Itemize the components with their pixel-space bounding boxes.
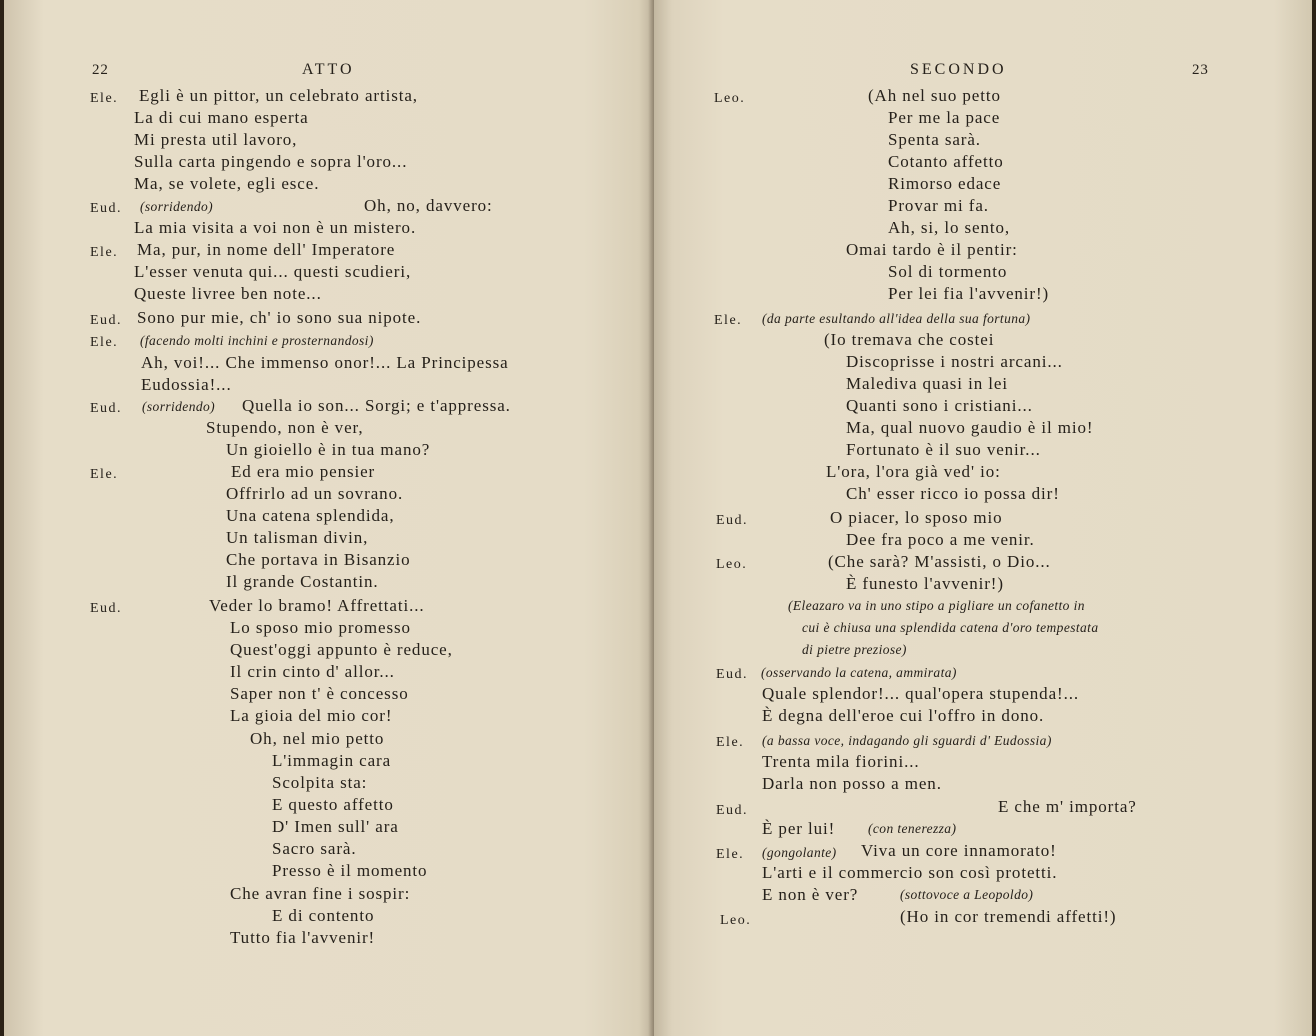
verse-line: Dee fra poco a me venir. [846,530,1035,549]
verse-line: Trenta mila fiorini... [762,752,920,771]
stage-direction: (a bassa voce, indagando gli sguardi d' Eudossia) [762,733,1052,748]
verse-line: Veder lo bramo! Affrettati... [209,596,425,615]
verse-line: Spenta sarà. [888,130,981,149]
speaker-label: Leo. [716,557,748,572]
speaker-label: Eud. [716,667,749,682]
verse-line: (Ho in cor tremendi affetti!) [900,907,1117,926]
verse-line: (Ah nel suo petto [868,86,1001,105]
stage-direction: (con tenerezza) [868,821,957,836]
page-number: 23 [1192,62,1209,78]
stage-direction: (sorridendo) [140,199,214,214]
verse-line: Un talisman divin, [226,528,369,547]
verse-line: Ah, si, lo sento, [888,218,1011,237]
verse-line: Mi presta util lavoro, [134,130,298,149]
verse-line: L'arti e il commercio son così protetti. [762,863,1058,882]
verse-line: Sol di tormento [888,262,1008,281]
speaker-label: Ele. [716,847,745,862]
verse-line: Offrirlo ad un sovrano. [226,484,404,503]
verse-line: L'ora, l'ora già ved' io: [826,462,1001,481]
speaker-label: Ele. [90,245,119,260]
verse-line: (Io tremava che costei [824,330,995,349]
stage-direction: cui è chiusa una splendida catena d'oro tempestata [802,620,1099,635]
verse-line: Egli è un pittor, un celebrato artista, [139,86,418,105]
verse-line: Un gioiello è in tua mano? [226,440,431,459]
verse-line: L'esser venuta qui... questi scudieri, [134,262,412,281]
verse-line: Per me la pace [888,108,1001,127]
verse-line: La mia visita a voi non è un mistero. [134,218,417,237]
verse-line: Ch' esser ricco io possa dir! [846,484,1060,503]
verse-line: Quella io son... Sorgi; e t'appressa. [242,396,511,415]
verse-line: Sacro sarà. [272,839,357,858]
verse-line: Ed era mio pensier [231,462,376,481]
speaker-label: Ele. [714,313,743,328]
verse-line: È degna dell'eroe cui l'offro in dono. [762,706,1045,725]
speaker-label: Ele. [90,467,119,482]
verse-line: Rimorso edace [888,174,1002,193]
verse-line: La di cui mano esperta [134,108,309,127]
stage-direction: (gongolante) [762,845,837,860]
verse-line: L'immagin cara [272,751,392,770]
verse-line: E non è ver? [762,885,859,904]
stage-direction: (da parte esultando all'idea della sua fortuna) [762,311,1031,326]
verse-line: Queste livree ben note... [134,284,322,303]
verse-line: Scolpita sta: [272,773,368,792]
verse-line: Viva un core innamorato! [861,841,1057,860]
verse-line: Quale splendor!... qual'opera stupenda!... [762,684,1080,703]
verse-line: Che avran fine i sospir: [230,884,411,903]
verse-line: Per lei fia l'avvenir!) [888,284,1050,303]
verse-line: Provar mi fa. [888,196,989,215]
speaker-label: Eud. [90,401,123,416]
verse-line: Una catena splendida, [226,506,395,525]
verse-line: Ah, voi!... Che immenso onor!... La Principessa [141,353,509,372]
stage-direction: (sorridendo) [142,399,216,414]
verse-line: Darla non posso a men. [762,774,942,793]
verse-line: Tutto fia l'avvenir! [230,928,376,947]
verse-line: Cotanto affetto [888,152,1004,171]
verse-line: Lo sposo mio promesso [230,618,411,637]
verse-line: Malediva quasi in lei [846,374,1008,393]
speaker-label: Eud. [90,201,123,216]
verse-line: O piacer, lo sposo mio [830,508,1003,527]
verse-line: Ma, pur, in nome dell' Imperatore [137,240,396,259]
verse-line: È per lui! [762,819,836,838]
verse-line: Quest'oggi appunto è reduce, [230,640,453,659]
verse-line: E questo affetto [272,795,394,814]
verse-line: Fortunato è il suo venir... [846,440,1041,459]
speaker-label: Leo. [720,913,752,928]
verse-line: Eudossia!... [141,375,232,394]
stage-direction: di pietre preziose) [802,642,907,657]
left-page [4,0,654,1036]
verse-line: Il crin cinto d' allor... [230,662,395,681]
page-number: 22 [92,62,109,78]
speaker-label: Ele. [716,735,745,750]
speaker-label: Ele. [90,335,119,350]
running-head: SECONDO [910,61,1007,78]
verse-line: Ma, se volete, egli esce. [134,174,320,193]
verse-line: D' Imen sull' ara [272,817,399,836]
verse-line: Sulla carta pingendo e sopra l'oro... [134,152,408,171]
speaker-label: Leo. [714,91,746,106]
verse-line: Quanti sono i cristiani... [846,396,1033,415]
stage-direction: (facendo molti inchini e prosternandosi) [140,333,374,348]
verse-line: Stupendo, non è ver, [206,418,364,437]
speaker-label: Ele. [90,91,119,106]
speaker-label: Eud. [716,513,749,528]
speaker-label: Eud. [90,313,123,328]
verse-line: Discoprisse i nostri arcani... [846,352,1063,371]
speaker-label: Eud. [716,803,749,818]
verse-line: Oh, nel mio petto [250,729,385,748]
verse-line: Saper non t' è concesso [230,684,409,703]
stage-direction: (sottovoce a Leopoldo) [900,887,1034,902]
verse-line: (Che sarà? M'assisti, o Dio... [828,552,1051,571]
running-head: ATTO [302,61,355,78]
verse-line: Che portava in Bisanzio [226,550,411,569]
verse-line: E di contento [272,906,375,925]
verse-line: La gioia del mio cor! [230,706,393,725]
stage-direction: (osservando la catena, ammirata) [761,665,957,680]
speaker-label: Eud. [90,601,123,616]
verse-line: È funesto l'avvenir!) [846,574,1004,593]
verse-line: Presso è il momento [272,861,428,880]
right-page [654,0,1312,1036]
verse-line: Il grande Costantin. [226,572,379,591]
verse-line: E che m' importa? [998,797,1137,816]
verse-line: Oh, no, davvero: [364,196,493,215]
verse-line: Ma, qual nuovo gaudio è il mio! [846,418,1094,437]
verse-line: Sono pur mie, ch' io sono sua nipote. [137,308,422,327]
verse-line: Omai tardo è il pentir: [846,240,1018,259]
stage-direction: (Eleazaro va in uno stipo a pigliare un cofanetto in [788,598,1085,613]
